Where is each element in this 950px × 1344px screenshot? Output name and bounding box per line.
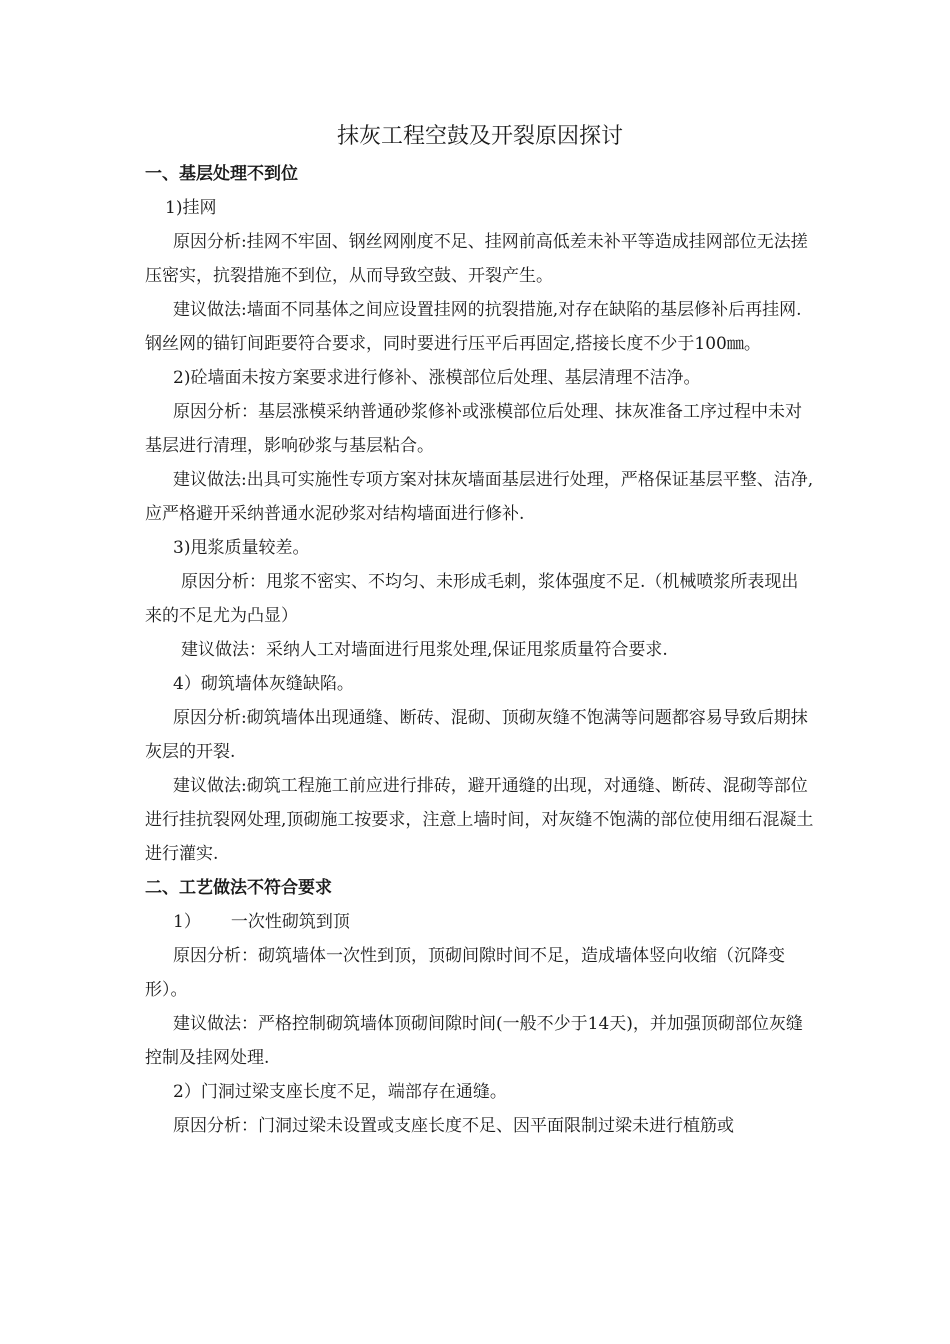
suggested-practice: 建议做法：严格控制砌筑墙体顶砌间隙时间(一般不少于14天)，并加强顶砌部位灰缝控制及挂网处理. — [145, 1014, 803, 1068]
suggested-practice: 建议做法:出具可实施性专项方案对抹灰墙面基层进行处理，严格保证基层平整、洁净,应严格避开采纳普通水泥砂浆对结构墙面进行修补. — [145, 470, 814, 524]
item-label: 2）门洞过梁支座长度不足，端部存在通缝。 — [173, 1082, 507, 1102]
suggested-practice: 建议做法：采纳人工对墙面进行甩浆处理,保证甩浆质量符合要求. — [181, 640, 668, 660]
suggested-practice: 建议做法:砌筑工程施工前应进行排砖，避开通缝的出现，对通缝、断砖、混砌等部位进行挂抗裂网处理,顶砌施工按要求，注意上墙时间，对灰缝不饱满的部位使用细石混凝土进行灌实. — [145, 776, 814, 864]
cause-analysis: 原因分析：门洞过梁未设置或支座长度不足、因平面限制过梁未进行植筋或 — [173, 1116, 734, 1136]
item-label: 1)挂网 — [165, 198, 217, 218]
page-title: 抹灰工程空鼓及开裂原因探讨 — [336, 124, 623, 149]
section-heading-2: 二、工艺做法不符合要求 — [145, 878, 332, 898]
document-body — [145, 117, 815, 1143]
section-heading-1: 一、基层处理不到位 — [145, 164, 298, 184]
item-label: 4）砌筑墙体灰缝缺陷。 — [173, 674, 354, 694]
item-number: 1） — [173, 912, 201, 932]
item-label: 2)砼墙面未按方案要求进行修补、涨模部位后处理、基层清理不洁净。 — [173, 368, 701, 388]
item-text: 一次性砌筑到顶 — [230, 912, 350, 932]
cause-analysis: 原因分析：砌筑墙体一次性到顶，顶砌间隙时间不足，造成墙体竖向收缩（沉降变形）。 — [145, 946, 785, 1000]
cause-analysis: 原因分析:砌筑墙体出现通缝、断砖、混砌、顶砌灰缝不饱满等问题都容易导致后期抹灰层的开裂. — [145, 708, 808, 762]
item-label: 3)甩浆质量较差。 — [173, 538, 310, 558]
cause-analysis: 原因分析：甩浆不密实、不均匀、未形成毛刺，浆体强度不足.（机械喷浆所表现出来的不足尤为凸显） — [145, 572, 799, 626]
item-label — [145, 905, 815, 939]
cause-analysis: 原因分析:挂网不牢固、钢丝网刚度不足、挂网前高低差未补平等造成挂网部位无法搓压密实，抗裂措施不到位，从而导致空鼓、开裂产生。 — [145, 232, 808, 286]
suggested-practice: 建议做法:墙面不同基体之间应设置挂网的抗裂措施,对存在缺陷的基层修补后再挂网.钢丝网的锚钉间距要符合要求，同时要进行压平后再固定,搭接长度不少于100㎜。 — [145, 300, 802, 354]
cause-analysis: 原因分析：基层涨模采纳普通砂浆修补或涨模部位后处理、抹灰准备工序过程中未对基层进行清理，影响砂浆与基层粘合。 — [145, 402, 802, 456]
